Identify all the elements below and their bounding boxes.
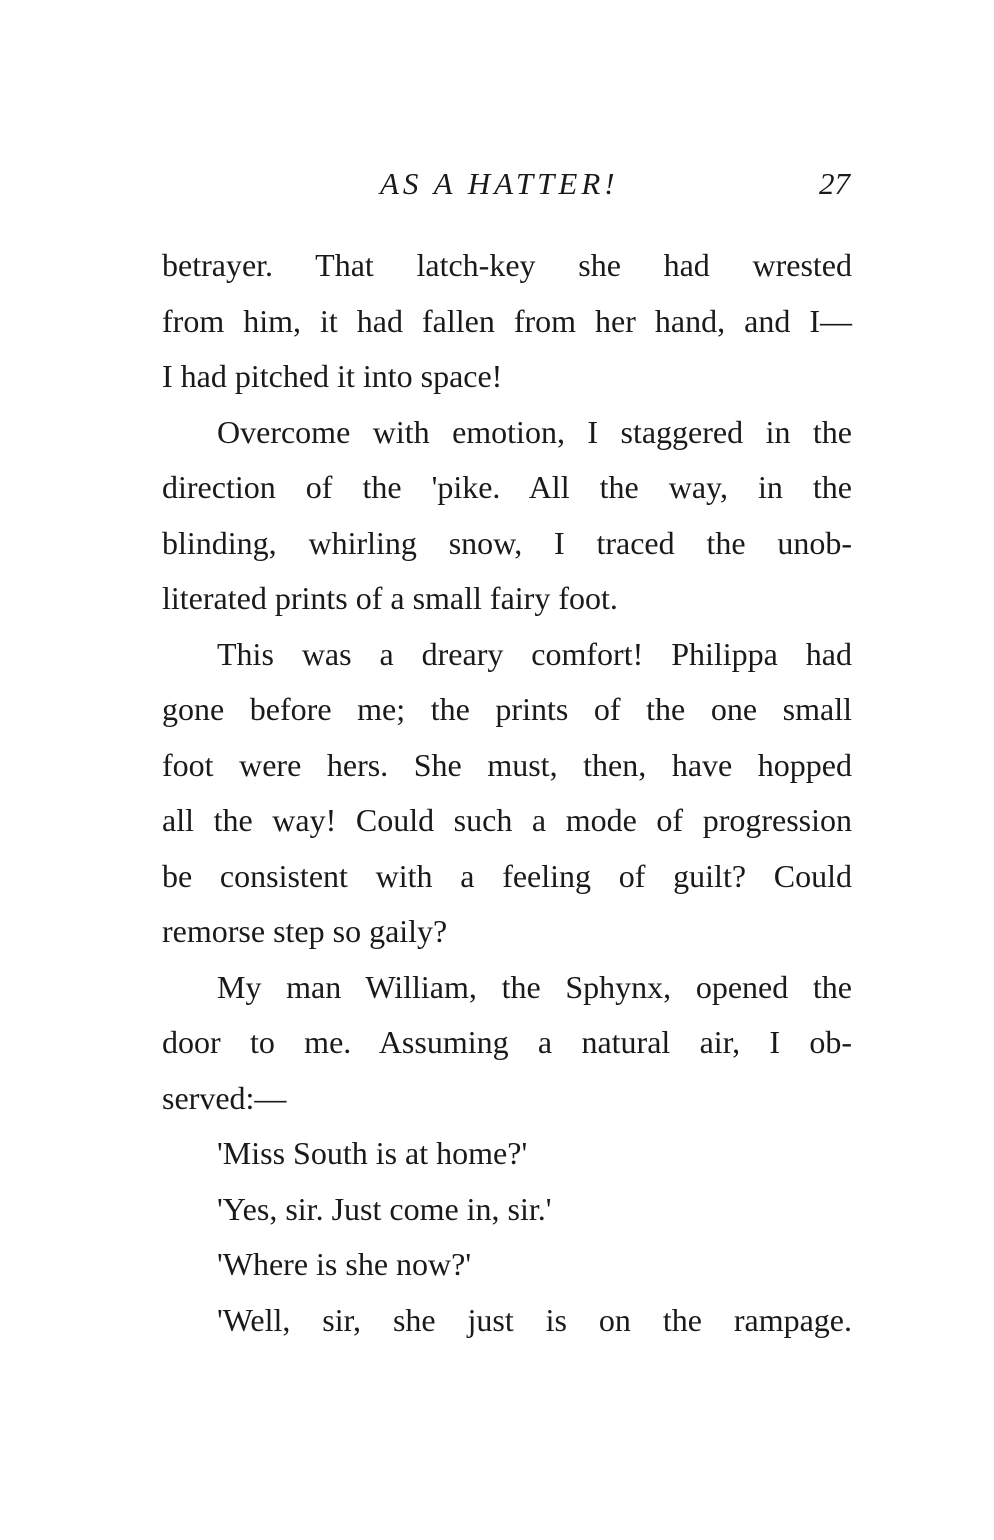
body-text xyxy=(162,238,852,1348)
text-line: This was a dreary comfort! Philippa had xyxy=(217,635,852,672)
text-line: gone before me; the prints of the one small xyxy=(162,691,852,727)
text-line: My man William, the Sphynx, opened the xyxy=(217,968,852,1005)
text-line: blinding, whirling snow, I traced the unob- xyxy=(162,524,852,561)
text-line: literated prints of a small fairy foot. xyxy=(162,580,618,616)
text-line: 'Miss South is at home?' xyxy=(217,1135,528,1171)
text-line: served:— xyxy=(162,1079,287,1116)
text-line: 'Well, sir, she just is on the rampage. xyxy=(217,1301,852,1338)
text-line: remorse step so gaily? xyxy=(162,913,448,949)
page-number: 27 xyxy=(819,166,850,201)
text-line: all the way! Could such a mode of progression xyxy=(162,802,852,838)
text-line: direction of the 'pike. All the way, in the xyxy=(162,469,852,505)
text-line: from him, it had fallen from her hand, and I— xyxy=(162,302,852,339)
text-line: 'Where is she now?' xyxy=(217,1246,472,1282)
text-line: betrayer. That latch-key she had wrested xyxy=(162,247,852,283)
text-line: door to me. Assuming a natural air, I ob- xyxy=(162,1024,852,1060)
text-line: foot were hers. She must, then, have hopped xyxy=(162,746,852,783)
text-line: I had pitched it into space! xyxy=(162,358,503,394)
text-line: be consistent with a feeling of guilt? Could xyxy=(162,857,852,894)
text-line: Overcome with emotion, I staggered in the xyxy=(217,413,852,450)
text-line: 'Yes, sir. Just come in, sir.' xyxy=(217,1190,552,1227)
running-title: AS A HATTER! xyxy=(380,166,619,201)
running-head xyxy=(160,162,850,206)
